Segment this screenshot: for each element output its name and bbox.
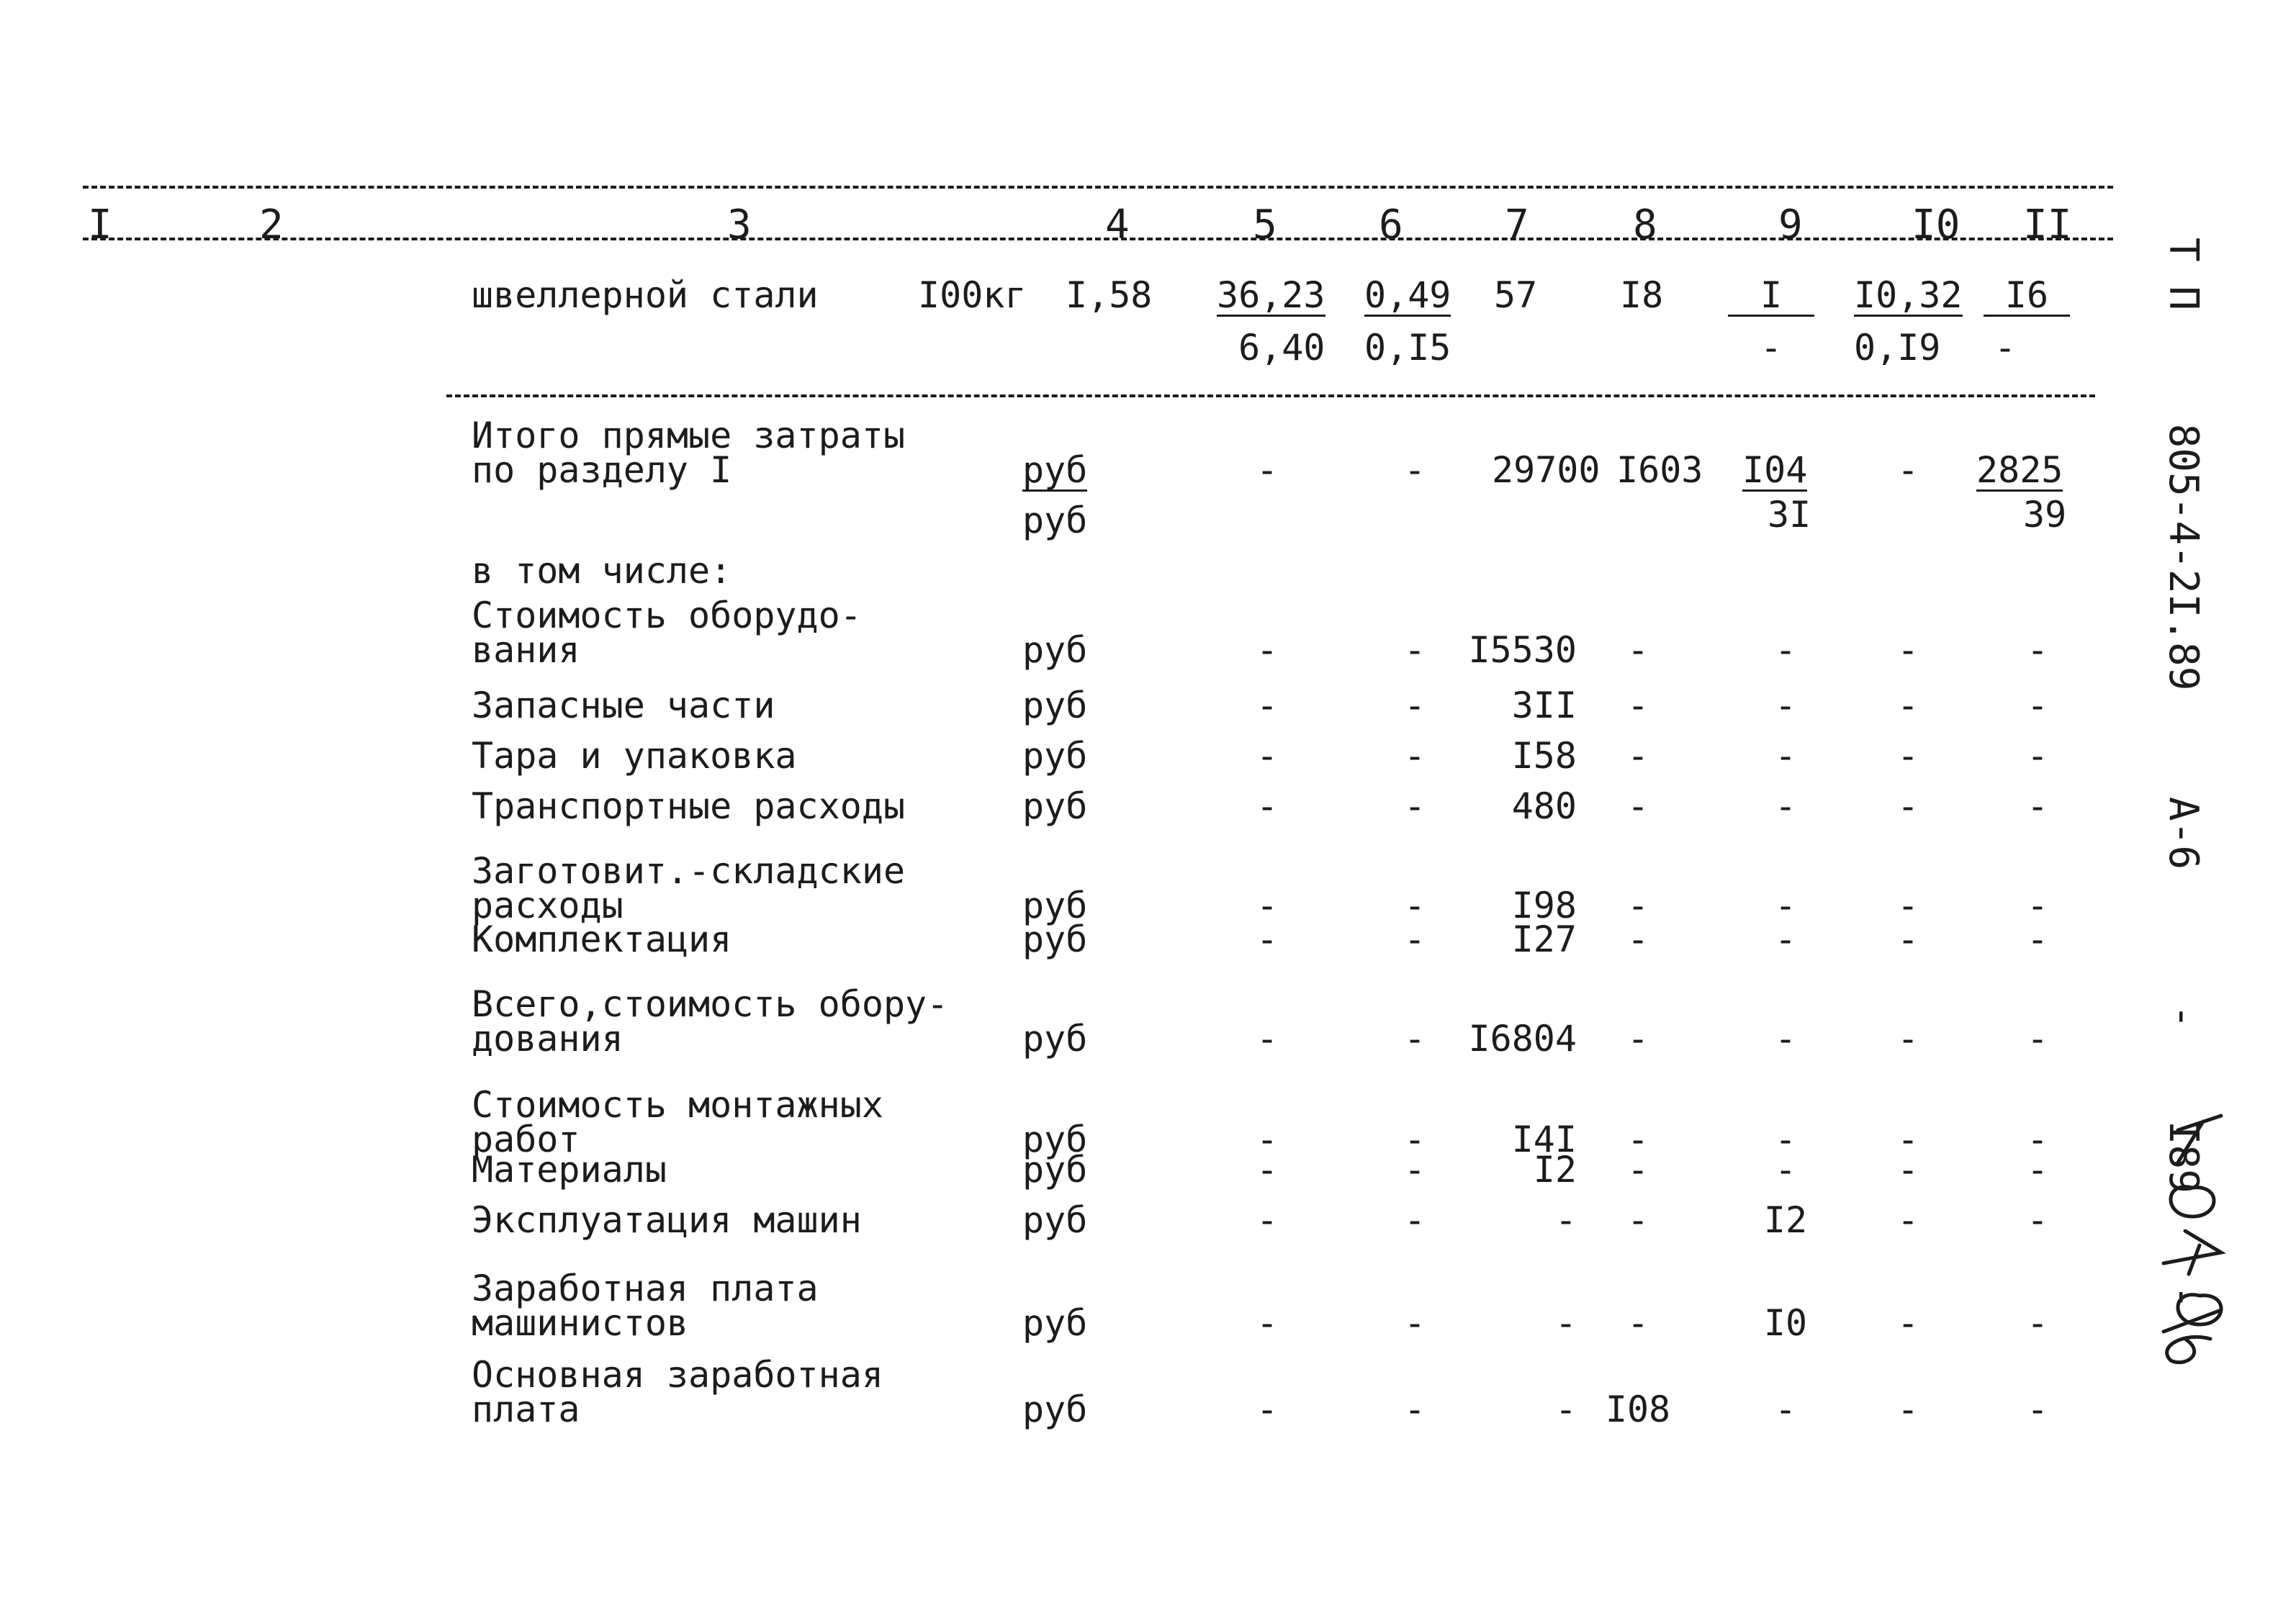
row-cell-c6: -	[1403, 1018, 1426, 1060]
row-cell-c6: -	[1403, 885, 1426, 926]
row-cell-c5: -	[1256, 1302, 1279, 1344]
row-cell-c11: -	[2026, 735, 2049, 777]
total-col5: -	[1256, 449, 1279, 491]
row-cell-c8: I08	[1605, 1389, 1671, 1430]
stamp-album: А-6	[2160, 796, 2207, 870]
total-unit-bottom: руб	[1022, 500, 1088, 541]
total-col10: -	[1896, 449, 1919, 491]
row-cell-c7: I5530	[1468, 629, 1577, 671]
row-cell-c7: I6804	[1468, 1018, 1577, 1060]
row-cell-c10: -	[1896, 1302, 1919, 1344]
row-cell-c11: -	[2026, 785, 2049, 827]
row-cell-c5: -	[1256, 1119, 1279, 1160]
stamp-page: I89	[2160, 1120, 2207, 1193]
total-col11-bottom: 39	[2023, 494, 2067, 536]
row-cell-c5: -	[1256, 1199, 1279, 1241]
row-cell-c10: -	[1896, 918, 1919, 960]
column-header-10: I0	[1912, 202, 1960, 248]
header-bottom-rule	[83, 238, 2113, 240]
row-cell-c8: -	[1626, 1119, 1649, 1160]
row-label-line2: работ	[472, 1119, 580, 1160]
row-cell-c10: -	[1896, 735, 1919, 777]
row-cell-c6: -	[1403, 735, 1426, 777]
row-cell-unit: руб	[1022, 1119, 1088, 1160]
row-cell-c5: -	[1256, 685, 1279, 726]
total-col9-bottom: 3I	[1768, 494, 1811, 536]
stamp-dash-2: -	[2160, 1285, 2207, 1309]
row-cell-c8: -	[1626, 735, 1649, 777]
header-top-rule	[83, 186, 2113, 189]
row-cell-c11: -	[2026, 885, 2049, 926]
row-cell-c9: -	[1774, 629, 1797, 671]
row-cell-unit: руб	[1022, 629, 1088, 671]
row-label-line2: Эксплуатация машин	[472, 1199, 862, 1241]
row-cell-c7: I58	[1511, 735, 1577, 777]
row-col8: I8	[1620, 274, 1664, 316]
row-cell-c7: 480	[1511, 785, 1577, 827]
row-cell-c11: -	[2026, 1302, 2049, 1344]
row-cell-c7: I4I	[1511, 1119, 1577, 1160]
total-col9-top: I04	[1742, 449, 1808, 491]
row-cell-c9: I2	[1763, 1199, 1808, 1241]
row-cell-c10: -	[1896, 1149, 1919, 1191]
stamp-code: Т П	[2160, 238, 2207, 311]
row-cell-c5: -	[1256, 629, 1279, 671]
row-col11-top: I6	[1984, 277, 2070, 317]
row-cell-unit: руб	[1022, 918, 1088, 960]
total-col8: I603	[1616, 449, 1703, 491]
row-cell-unit: руб	[1022, 735, 1088, 777]
row-label-line2: Комплектация	[472, 918, 732, 960]
row-cell-c6: -	[1403, 629, 1426, 671]
row-label-line1: Основная заработная	[472, 1354, 883, 1396]
row-cell-c11: -	[2026, 1018, 2049, 1060]
row-col9-bottom: -	[1760, 327, 1783, 369]
column-header-5: 5	[1253, 202, 1277, 248]
stamp-dash-1: -	[2160, 1004, 2207, 1029]
row-cell-c5: -	[1256, 1018, 1279, 1060]
row-label-line2: машинистов	[472, 1302, 689, 1344]
row-cell-c6: -	[1403, 1119, 1426, 1160]
row-cell-c10: -	[1896, 785, 1919, 827]
row-cell-c7: 3II	[1511, 685, 1577, 726]
column-header-8: 8	[1633, 202, 1657, 248]
handwritten-number	[2135, 1109, 2250, 1368]
row-cell-c7: I98	[1511, 885, 1577, 926]
row-label-line1: Заготовит.-складские	[472, 850, 906, 892]
row-cell-c5: -	[1256, 1389, 1279, 1430]
row-cell-c7: I27	[1511, 918, 1577, 960]
row-cell-c9: -	[1774, 1119, 1797, 1160]
including-label: в том числе:	[472, 550, 732, 592]
section-rule	[446, 394, 2095, 397]
row-cell-c9: -	[1774, 685, 1797, 726]
row-label-line1: Всего,стоимость обору-	[472, 983, 949, 1025]
row-cell-c9: -	[1774, 785, 1797, 827]
row-cell-unit: руб	[1022, 1199, 1088, 1241]
row-cell-c7: -	[1554, 1302, 1577, 1344]
row-name: швеллерной стали	[472, 274, 819, 316]
row-cell-unit: руб	[1022, 685, 1088, 726]
row-col11-bottom: -	[1994, 327, 2017, 369]
row-label-line1: Стоимость монтажных	[472, 1084, 883, 1126]
row-label-line2: Материалы	[472, 1149, 667, 1191]
row-cell-c11: -	[2026, 685, 2049, 726]
row-cell-c5: -	[1256, 1149, 1279, 1191]
row-cell-c9: I0	[1763, 1302, 1808, 1344]
row-label-line1: Стоимость оборудо-	[472, 595, 862, 636]
column-header-1: I	[88, 202, 112, 248]
total-col11-top: 2825	[1976, 449, 2063, 491]
row-cell-c5: -	[1256, 885, 1279, 926]
row-col7: 57	[1494, 274, 1538, 316]
row-label-line2: расходы	[472, 885, 623, 926]
total-name-line1: Итого прямые затраты	[472, 415, 906, 456]
row-cell-c10: -	[1896, 1199, 1919, 1241]
row-cell-unit: руб	[1022, 885, 1088, 926]
row-cell-c11: -	[2026, 1199, 2049, 1241]
row-cell-c10: -	[1896, 885, 1919, 926]
row-cell-c11: -	[2026, 1389, 2049, 1430]
row-cell-c6: -	[1403, 1389, 1426, 1430]
column-header-9: 9	[1778, 202, 1803, 248]
row-col6-bottom: 0,I5	[1364, 327, 1451, 369]
row-cell-c10: -	[1896, 629, 1919, 671]
row-cell-c10: -	[1896, 685, 1919, 726]
row-cell-c5: -	[1256, 785, 1279, 827]
row-cell-c8: -	[1626, 1018, 1649, 1060]
row-cell-c11: -	[2026, 629, 2049, 671]
row-cell-c6: -	[1403, 685, 1426, 726]
row-cell-c9: -	[1774, 735, 1797, 777]
row-cell-c10: -	[1896, 1119, 1919, 1160]
row-cell-c6: -	[1403, 1302, 1426, 1344]
row-cell-c8: -	[1626, 685, 1649, 726]
column-header-6: 6	[1379, 202, 1403, 248]
row-cell-c10: -	[1896, 1389, 1919, 1430]
row-cell-c5: -	[1256, 735, 1279, 777]
row-cell-c8: -	[1626, 785, 1649, 827]
row-cell-c8: -	[1626, 918, 1649, 960]
row-cell-c7: -	[1554, 1199, 1577, 1241]
row-label-line1: Заработная плата	[472, 1268, 819, 1309]
row-cell-c10: -	[1896, 1018, 1919, 1060]
row-cell-unit: руб	[1022, 1389, 1088, 1430]
row-label-line2: вания	[472, 629, 580, 671]
column-header-7: 7	[1505, 202, 1529, 248]
column-header-4: 4	[1105, 202, 1130, 248]
row-col10-top: I0,32	[1854, 274, 1963, 316]
column-header-2: 2	[259, 202, 284, 248]
row-cell-c11: -	[2026, 918, 2049, 960]
row-cell-c8: -	[1626, 629, 1649, 671]
row-cell-unit: руб	[1022, 785, 1088, 827]
row-cell-c8: -	[1626, 885, 1649, 926]
row-col10-bottom: 0,I9	[1854, 327, 1941, 369]
row-cell-c11: -	[2026, 1119, 2049, 1160]
row-cell-c8: -	[1626, 1199, 1649, 1241]
column-header-3: 3	[727, 202, 752, 248]
row-cell-c9: -	[1774, 1149, 1797, 1191]
row-cell-c6: -	[1403, 918, 1426, 960]
row-cell-c9: -	[1774, 918, 1797, 960]
total-col7: 29700	[1492, 449, 1601, 491]
row-label-line2: Запасные части	[472, 685, 775, 726]
row-col5-bottom: 6,40	[1238, 327, 1325, 369]
row-cell-unit: руб	[1022, 1018, 1088, 1060]
row-cell-c7: -	[1554, 1389, 1577, 1430]
row-cell-c5: -	[1256, 918, 1279, 960]
row-label-line2: плата	[472, 1389, 580, 1430]
row-label-line2: дования	[472, 1018, 623, 1060]
row-cell-unit: руб	[1022, 1302, 1088, 1344]
row-col4: I,58	[1066, 274, 1153, 316]
row-cell-c11: -	[2026, 1149, 2049, 1191]
row-cell-c8: -	[1626, 1302, 1649, 1344]
row-label-line2: Транспортные расходы	[472, 785, 906, 827]
total-col6: -	[1403, 449, 1426, 491]
row-unit: I00кг	[918, 274, 1027, 316]
row-cell-c7: I2	[1533, 1149, 1577, 1191]
row-cell-c9: -	[1774, 885, 1797, 926]
total-name-line2: по разделу I	[472, 449, 732, 491]
row-col6-top: 0,49	[1364, 274, 1451, 316]
stamp-project: 805-4-2I.89	[2160, 423, 2207, 691]
row-cell-c6: -	[1403, 1199, 1426, 1241]
row-col9-top: I	[1728, 277, 1814, 317]
row-cell-c6: -	[1403, 785, 1426, 827]
column-header-11: II	[2023, 202, 2072, 248]
row-label-line2: Тара и упаковка	[472, 735, 797, 777]
row-cell-c9: -	[1774, 1018, 1797, 1060]
row-cell-c9: -	[1774, 1389, 1797, 1430]
total-unit-top: руб	[1022, 449, 1088, 491]
row-cell-c6: -	[1403, 1149, 1426, 1191]
row-cell-unit: руб	[1022, 1149, 1088, 1191]
row-col5-top: 36,23	[1217, 274, 1325, 316]
row-cell-c8: -	[1626, 1149, 1649, 1191]
